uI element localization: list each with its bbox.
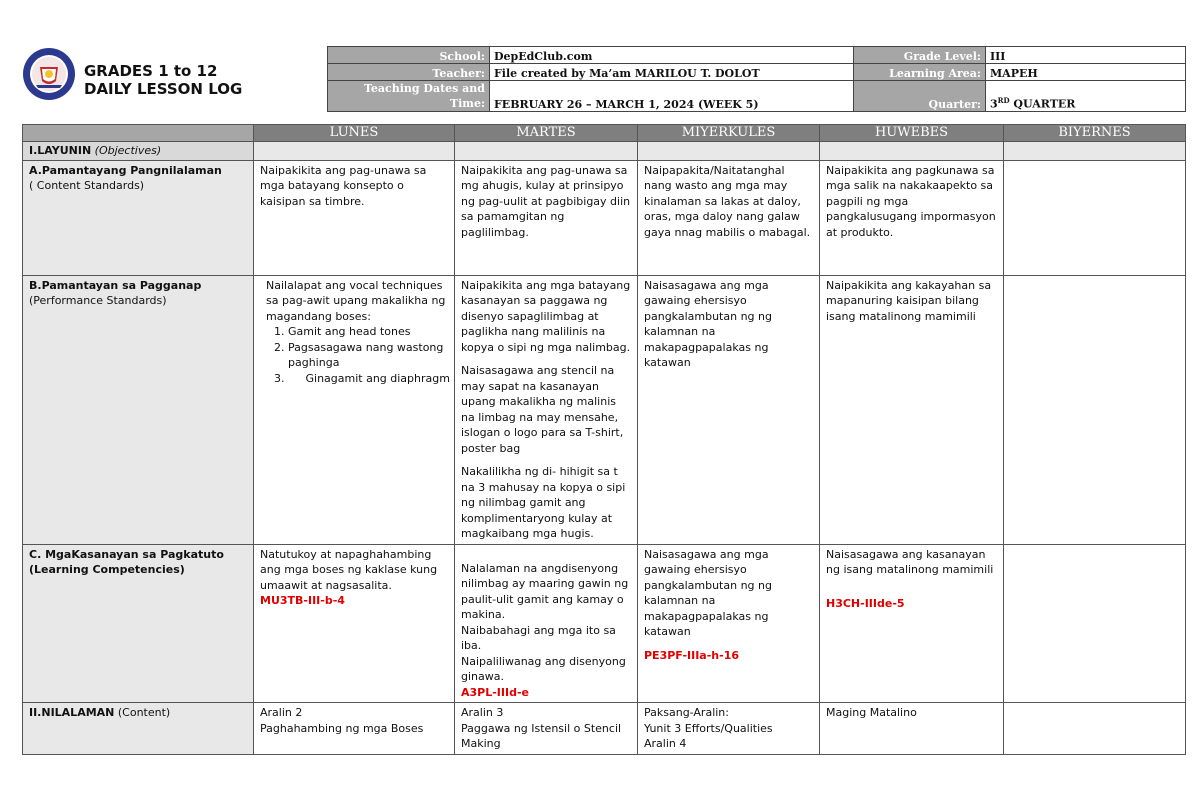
cell-ii-lunes	[254, 703, 455, 755]
teaching-dates-value: FEBRUARY 26 – MARCH 1, 2024 (WEEK 5)	[490, 81, 854, 112]
empty-cell	[254, 142, 455, 161]
cell-a-biyernes	[1004, 160, 1186, 275]
grade-level-label: Grade Level:	[854, 47, 986, 64]
label-content-standards	[23, 160, 254, 275]
label-learning-competencies-sub: (Learning Competencies)	[29, 563, 185, 576]
cell-ii-lunes-1: Aralin 2	[260, 706, 303, 719]
row-content-standards	[23, 160, 1186, 275]
cell-c-huwebes-text: Naisasagawa ang kasanayan ng isang matalinong mamimili	[826, 547, 994, 576]
list-item: 2. Pagsasagawa nang wastong paghinga	[288, 340, 448, 371]
cell-a-miyerkules: Naipapakita/Naitatanghal nang wasto ang mga may kinalaman sa lakas at daloy, oras, mga daloy nang galaw gaya nnag mabilis o mabagal.	[638, 160, 820, 275]
cell-b-biyernes	[1004, 275, 1186, 544]
learning-area-label: Learning Area:	[854, 64, 986, 81]
cell-ii-martes-1: Aralin 3	[461, 706, 504, 719]
teaching-dates-label-line2: Time:	[449, 97, 485, 110]
competency-code: MU3TB-III-b-4	[260, 594, 345, 607]
quarter-num: 3	[990, 98, 998, 111]
corner-header-cell	[23, 125, 254, 142]
cell-a-martes: Naipakikita ang pag-unawa sa mg ahugis, kulay at prinsipyo ng pag-uulit at pagbibigay diin sa pamamgitan ng paglilimbag.	[455, 160, 638, 275]
label-performance-standards	[23, 275, 254, 544]
cell-ii-martes	[455, 703, 638, 755]
cell-b-martes-p3: Nakalilikha ng di- hihigit sa t na 3 mahusay na kopya o sipi ng nilimbag gamit ang komplimentaryong kulay at magkaibang mga hugis.	[461, 465, 626, 540]
cell-c-martes-text1: Nalalaman na angdisenyong nilimbag ay maaring gawin ng paulit-ulit gamit ang kamay o makina.	[461, 561, 629, 621]
competency-code: H3CH-IIIde-5	[826, 596, 905, 610]
cell-ii-martes-2: Paggawa ng Istensil o Stencil Making	[461, 721, 622, 750]
cell-b-lunes	[254, 275, 455, 544]
cell-c-martes-text3: Naipaliliwanag ang disenyong ginawa.	[461, 654, 626, 683]
day-header-miyerkules: MIYERKULES	[638, 125, 820, 142]
cell-c-biyernes	[1004, 544, 1186, 703]
document-title	[84, 62, 242, 98]
cell-c-huwebes	[820, 544, 1004, 703]
label-content-standards-main: A.Pamantayang Pangnilalaman	[29, 163, 222, 177]
label-performance-standards-sub: (Performance Standards)	[29, 294, 167, 307]
quarter-rest: QUARTER	[1009, 98, 1076, 111]
label-learning-competencies-main: C. MgaKasanayan sa Pagkatuto	[29, 547, 224, 561]
section-layunin-main: I.LAYUNIN	[29, 144, 92, 157]
deped-seal-logo	[22, 47, 76, 101]
row-content	[23, 703, 1186, 755]
title-line-2: DAILY LESSON LOG	[84, 80, 243, 98]
competency-code: PE3PF-IIIa-h-16	[644, 648, 740, 662]
section-layunin-row	[23, 142, 1186, 161]
section-layunin-label	[23, 142, 254, 161]
cell-ii-lunes-2: Paghahambing ng mga Boses	[260, 721, 424, 735]
empty-cell	[820, 142, 1004, 161]
label-learning-competencies	[23, 544, 254, 703]
quarter-sup: RD	[997, 96, 1010, 106]
quarter-label: Quarter:	[854, 81, 986, 112]
cell-c-martes	[455, 544, 638, 703]
list-item: 1. Gamit ang head tones	[288, 324, 448, 340]
day-header-lunes: LUNES	[254, 125, 455, 142]
teacher-label: Teacher:	[328, 64, 490, 81]
header-info-table	[327, 46, 1186, 112]
competency-code: A3PL-IIId-e	[461, 685, 529, 699]
teaching-dates-label-line1: Teaching Dates and	[363, 82, 485, 95]
grade-level-value: III	[986, 47, 1186, 64]
cell-ii-miyerkules-3: Aralin 4	[644, 737, 687, 750]
title-line-1: GRADES 1 to 12	[84, 62, 218, 80]
empty-cell	[455, 142, 638, 161]
lesson-log-table	[22, 124, 1186, 755]
cell-c-miyerkules	[638, 544, 820, 703]
teacher-value: File created by Ma’am MARILOU T. DOLOT	[490, 64, 854, 81]
cell-ii-miyerkules-2: Yunit 3 Efforts/Qualities	[644, 721, 773, 735]
cell-ii-huwebes	[820, 703, 1004, 755]
label-content-sub: (Content)	[114, 706, 171, 719]
cell-b-lunes-intro: Nailalapat ang vocal techniques sa pag-awit upang makalikha ng magandang boses:	[266, 278, 446, 323]
empty-cell	[1004, 142, 1186, 161]
cell-ii-miyerkules	[638, 703, 820, 755]
cell-ii-huwebes-1: Maging Matalino	[826, 706, 917, 719]
cell-a-lunes: Naipakikita ang pag-unawa sa mga batayang konsepto o kaisipan sa timbre.	[254, 160, 455, 275]
cell-c-lunes-text: Natutukoy at napaghahambing ang mga boses ng kaklase kung umaawit at nagsasalita.	[260, 547, 438, 592]
school-label: School:	[328, 47, 490, 64]
quarter-value	[986, 81, 1186, 112]
row-learning-competencies	[23, 544, 1186, 703]
cell-b-huwebes: Naipakikita ang kakayahan sa mapanuring kaisipan bilang isang matalinong mamimili	[820, 275, 1004, 544]
teaching-dates-label	[328, 81, 490, 112]
learning-area-value: MAPEH	[986, 64, 1186, 81]
label-content-main: II.NILALAMAN	[29, 706, 115, 719]
empty-cell	[638, 142, 820, 161]
vocal-techniques-list	[266, 324, 448, 386]
cell-b-martes-p2: Naisasagawa ang stencil na may sapat na kasanayan upang makalikha ng malinis na limbag na may mensahe, islogan o logo para sa T-shirt, poster bag	[461, 364, 624, 455]
cell-b-martes-p1: Naipakikita ang mga batayang kasanayan sa paggawa ng disenyo sapaglilimbag at paglikha nang malilinis na kopya o sipi ng mga nalimbag.	[461, 278, 631, 354]
cell-b-miyerkules: Naisasagawa ang mga gawaing ehersisyo pangkalambutan ng ng kalamnan na makapagpapalakas ng katawan	[638, 275, 820, 544]
label-content	[23, 703, 254, 755]
day-header-biyernes: BIYERNES	[1004, 125, 1186, 142]
cell-ii-biyernes	[1004, 703, 1186, 755]
cell-b-martes	[455, 275, 638, 544]
day-header-row	[23, 125, 1186, 142]
cell-c-miyerkules-text: Naisasagawa ang mga gawaing ehersisyo pangkalambutan ng ng kalamnan na makapagpapalakas ng katawan	[644, 547, 772, 638]
day-header-martes: MARTES	[455, 125, 638, 142]
list-item: 3. Ginagamit ang diaphragm	[288, 371, 448, 387]
cell-c-lunes	[254, 544, 455, 703]
label-performance-standards-main: B.Pamantayan sa Pagganap	[29, 278, 202, 292]
row-performance-standards	[23, 275, 1186, 544]
school-value: DepEdClub.com	[490, 47, 854, 64]
cell-c-martes-text2: Naibabahagi ang mga ito sa iba.	[461, 623, 616, 652]
cell-ii-miyerkules-1: Paksang-Aralin:	[644, 706, 729, 719]
label-content-standards-sub: ( Content Standards)	[29, 179, 145, 192]
cell-a-huwebes: Naipakikita ang pagkunawa sa mga salik na nakakaapekto sa pagpili ng mga pangkalusugang impormasyon at produkto.	[820, 160, 1004, 275]
day-header-huwebes: HUWEBES	[820, 125, 1004, 142]
section-layunin-sub: (Objectives)	[91, 144, 162, 157]
